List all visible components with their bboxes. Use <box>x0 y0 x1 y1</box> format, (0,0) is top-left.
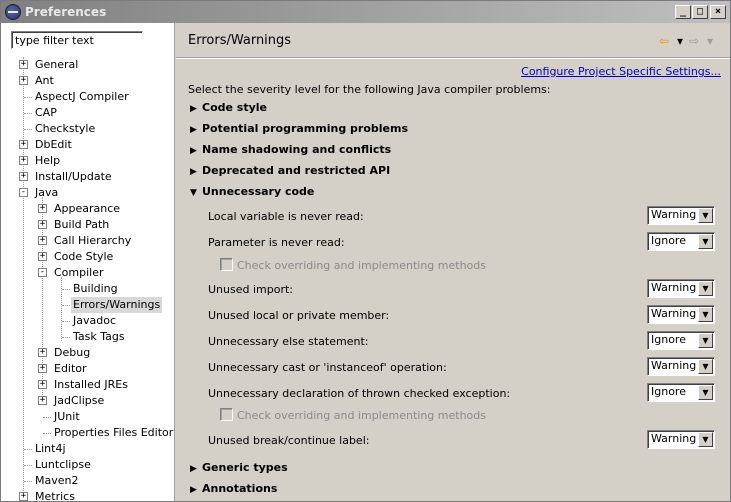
tree-connector <box>24 449 32 450</box>
expand-icon[interactable]: + <box>20 75 27 85</box>
expand-icon[interactable]: + <box>20 59 27 69</box>
dropdown-arrow-icon[interactable]: ▼ <box>698 333 713 348</box>
forward-icon[interactable]: ⇨ <box>689 34 700 48</box>
collapse-triangle-icon: ▼ <box>190 188 197 198</box>
expand-icon[interactable]: + <box>39 347 46 357</box>
expand-icon[interactable]: + <box>39 251 46 261</box>
forward-menu-icon[interactable]: ▾ <box>707 34 714 48</box>
section-code-style[interactable]: ▶ Code style <box>190 101 268 114</box>
tree-connector <box>24 113 32 114</box>
expand-triangle-icon: ▶ <box>190 167 197 177</box>
dropdown-arrow-icon[interactable]: ▼ <box>698 281 713 296</box>
minimize-button[interactable]: _ <box>675 5 691 19</box>
checkbox-label: Check overriding and implementing methods <box>237 409 486 422</box>
expand-icon[interactable]: + <box>39 219 46 229</box>
tree-connector <box>24 481 32 482</box>
expand-triangle-icon: ▶ <box>190 146 197 156</box>
severity-combo-unused-private-member[interactable]: Warning ▼ <box>647 305 715 324</box>
tree-connector <box>62 321 70 322</box>
expand-icon[interactable]: + <box>20 491 27 501</box>
option-label: Parameter is never read: <box>208 236 345 249</box>
expand-icon[interactable]: + <box>20 139 27 149</box>
section-annotations[interactable]: ▶ Annotations <box>190 482 278 495</box>
expand-icon[interactable]: + <box>20 155 27 165</box>
tree-connector <box>24 465 32 466</box>
dropdown-arrow-icon[interactable]: ▼ <box>698 234 713 249</box>
dropdown-arrow-icon[interactable]: ▼ <box>698 208 713 223</box>
severity-combo-thrown-exception[interactable]: Ignore ▼ <box>647 383 715 402</box>
option-label: Unused local or private member: <box>208 309 390 322</box>
expand-icon[interactable]: + <box>39 235 46 245</box>
section-deprecated-api[interactable]: ▶ Deprecated and restricted API <box>190 164 391 177</box>
header-divider <box>176 57 731 59</box>
page-title: Errors/Warnings <box>188 33 292 48</box>
severity-combo-unnecessary-cast[interactable]: Warning ▼ <box>647 357 715 376</box>
tree-connector <box>24 129 32 130</box>
tree-connector <box>24 97 32 98</box>
tree-connector <box>43 417 51 418</box>
dropdown-arrow-icon[interactable]: ▼ <box>698 359 713 374</box>
collapse-icon[interactable]: - <box>39 267 46 277</box>
intro-text: Select the severity level for the following Java compiler problems: <box>188 83 551 96</box>
history-navigation <box>659 33 719 49</box>
severity-combo-unused-import[interactable]: Warning ▼ <box>647 279 715 298</box>
expand-triangle-icon: ▶ <box>190 464 197 474</box>
option-label: Unused break/continue label: <box>208 434 370 447</box>
configure-project-settings-link[interactable]: Configure Project Specific Settings... <box>521 65 721 78</box>
maximize-button[interactable]: □ <box>692 5 708 19</box>
dropdown-arrow-icon[interactable]: ▼ <box>698 432 713 447</box>
tree-guide-line <box>61 277 62 341</box>
expand-icon[interactable]: + <box>39 379 46 389</box>
check-overriding-checkbox[interactable] <box>220 408 233 421</box>
check-overriding-checkbox[interactable] <box>220 258 233 271</box>
dropdown-arrow-icon[interactable]: ▼ <box>698 385 713 400</box>
option-label: Local variable is never read: <box>208 210 364 223</box>
tree-guide-line <box>23 57 24 495</box>
option-label: Unnecessary declaration of thrown checked exception: <box>208 387 511 400</box>
section-potential-programming-problems[interactable]: ▶ Potential programming problems <box>190 122 408 135</box>
severity-combo-else-statement[interactable]: Ignore ▼ <box>647 331 715 350</box>
expand-triangle-icon: ▶ <box>190 104 197 114</box>
expand-icon[interactable]: + <box>39 395 46 405</box>
filter-input[interactable] <box>11 31 143 49</box>
expand-triangle-icon: ▶ <box>190 485 197 495</box>
errors-warnings-page <box>176 23 731 502</box>
eclipse-icon <box>5 4 21 20</box>
severity-combo-local-variable[interactable]: Warning ▼ <box>647 206 715 225</box>
option-label: Unnecessary cast or 'instanceof' operation: <box>208 361 447 374</box>
close-button[interactable]: × <box>710 5 726 19</box>
dropdown-arrow-icon[interactable]: ▼ <box>698 307 713 322</box>
option-label: Unused import: <box>208 283 293 296</box>
severity-combo-parameter[interactable]: Ignore ▼ <box>647 232 715 251</box>
tree-connector <box>62 337 70 338</box>
option-label: Unnecessary else statement: <box>208 335 369 348</box>
expand-icon[interactable]: + <box>39 363 46 373</box>
section-unnecessary-code[interactable]: ▼ Unnecessary code <box>190 185 315 198</box>
tree-connector <box>62 289 70 290</box>
back-menu-icon[interactable]: ▾ <box>677 34 684 48</box>
tree-connector <box>43 433 51 434</box>
window-title: Preferences <box>25 5 107 19</box>
expand-triangle-icon: ▶ <box>190 125 197 135</box>
checkbox-label: Check overriding and implementing methods <box>237 259 486 272</box>
expand-icon[interactable]: + <box>39 203 46 213</box>
severity-combo-unused-label[interactable]: Warning ▼ <box>647 430 715 449</box>
tree-connector <box>62 305 70 306</box>
title-bar[interactable] <box>1 1 730 23</box>
expand-icon[interactable]: + <box>20 171 27 181</box>
section-name-shadowing[interactable]: ▶ Name shadowing and conflicts <box>190 143 392 156</box>
back-icon[interactable]: ⇦ <box>659 34 670 48</box>
preference-tree-pane: type filter text + General + Ant AspectJ Compiler CAP Checkstyle + DbEdit + Help + Install/Update - Java + Appearance + Build Path + Call Hierarchy + Code Style - Compiler Building Errors/Warnings Javadoc Task Tags + Debug + Editor + Installed JREs + JadClipse JUnit Properties Files Editor Lint4j Luntclipse Maven2 + Metrics <box>1 23 175 502</box>
section-generic-types[interactable]: ▶ Generic types <box>190 461 288 474</box>
collapse-icon[interactable]: - <box>20 187 27 197</box>
